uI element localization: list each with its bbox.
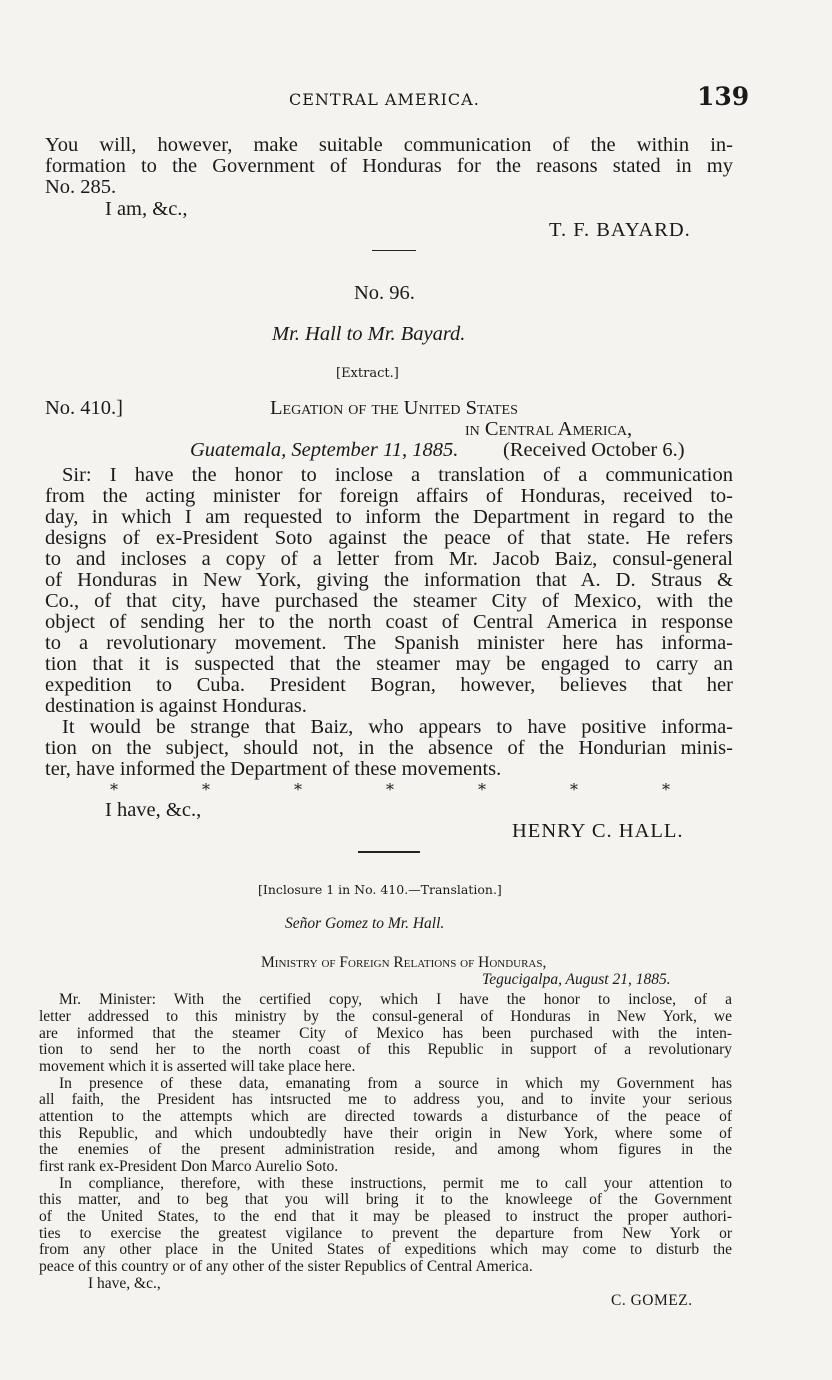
intro-closing: I am, &c., — [105, 198, 188, 220]
intro-signature: T. F. BAYARD. — [549, 219, 691, 241]
inclosure-line-2: letter addressed to this ministry by the consul-general of Honduras in New York, we — [39, 1008, 732, 1025]
ellipsis-stars — [110, 780, 670, 799]
intro-line-1: You will, however, make suitable communication of the within in- — [45, 134, 733, 156]
inclosure-line-8: attention to the attempts which are directed towards a disturbance of the peace of — [39, 1108, 732, 1125]
body-line-7: Co., of that city, have purchased the steamer City of Mexico, with the — [45, 590, 733, 612]
body-line-13: It would be strange that Baiz, who appears to have positive informa- — [62, 716, 733, 738]
intro-line-2: formation to the Government of Honduras for the reasons stated in my — [45, 155, 733, 177]
star: * — [478, 780, 486, 799]
body-line-2: from the acting minister for foreign affairs of Honduras, received to- — [45, 485, 733, 507]
inclosure-line-7: all faith, the President has intsructed me to address you, and to invite your serious — [39, 1091, 732, 1108]
body-line-1: Sir: I have the honor to inclose a translation of a communication — [62, 464, 733, 486]
inclosure-note: [Inclosure 1 in No. 410.—Translation.] — [258, 882, 502, 897]
inclosure-line-5: movement which it is asserted will take place here. — [39, 1058, 356, 1075]
received-date: (Received October 6.) — [503, 439, 685, 461]
inclosure-line-4: tion to send her to the north coast of this Republic in support of a revolutionary — [39, 1041, 732, 1058]
inclosure-place-date: Tegucigalpa, August 21, 1885. — [482, 971, 671, 988]
body-line-6: of Honduras in New York, giving the information that A. D. Straus & — [45, 569, 733, 591]
inclosure-line-1: Mr. Minister: With the certified copy, which I have the honor to inclose, of a — [59, 991, 732, 1008]
inclosure-line-6: In presence of these data, emanating from a source in which my Government has — [59, 1075, 732, 1092]
inclosure-line-9: this Republic, and which undoubtedly have their origin in New York, where some of — [39, 1125, 732, 1142]
star: * — [110, 780, 118, 799]
star: * — [570, 780, 578, 799]
page-number: 139 — [697, 82, 750, 111]
body-line-14: tion on the subject, should not, in the absence of the Hondurian minis- — [45, 737, 733, 759]
ministry-line: Ministry of Foreign Relations of Honduras, — [261, 954, 547, 971]
running-head: CENTRAL AMERICA. — [289, 90, 480, 109]
body-line-11: expedition to Cuba. President Bogran, however, believes that her — [45, 674, 733, 696]
inclosure-line-3: are informed that the steamer City of Mexico has been purchased with the inten- — [39, 1025, 732, 1042]
inclosure-signature: C. GOMEZ. — [611, 1292, 693, 1309]
star: * — [202, 780, 210, 799]
star: * — [386, 780, 394, 799]
inclosure-line-12: In compliance, therefore, with these instructions, permit me to call your attention to — [59, 1175, 732, 1192]
intro-line-3: No. 285. — [45, 176, 117, 198]
inclosure-line-16: from any other place in the United States of expeditions which may come to disturb the — [39, 1241, 732, 1258]
separator-rule — [358, 851, 420, 853]
body-line-9: to a revolutionary movement. The Spanish minister here has informa- — [45, 632, 733, 654]
body-line-3: day, in which I am requested to inform the Department in regard to the — [45, 506, 733, 528]
inclosure-line-14: of the United States, to the end that it may be pleased to instruct the proper authori- — [39, 1208, 732, 1225]
body-line-4: designs of ex-President Soto against the peace of that state. He refers — [45, 527, 733, 549]
separator-rule — [372, 250, 416, 251]
page-header — [0, 82, 832, 116]
body-line-8: object of sending her to the north coast of Central America in response — [45, 611, 733, 633]
inclosure-closing: I have, &c., — [88, 1275, 161, 1292]
star: * — [662, 780, 670, 799]
body-line-5: to and incloses a copy of a letter from Mr. Jacob Baiz, consul-general — [45, 548, 733, 570]
body-line-12: destination is against Honduras. — [45, 695, 307, 717]
body-line-15: ter, have informed the Department of these movements. — [45, 758, 502, 780]
inclosure-line-17: peace of this country or of any other of the sister Republics of Central America. — [39, 1258, 533, 1275]
doc96-closing: I have, &c., — [105, 799, 202, 821]
inclosure-heading: Señor Gomez to Mr. Hall. — [285, 915, 445, 932]
document-heading: Mr. Hall to Mr. Bayard. — [272, 323, 466, 345]
place-date: Guatemala, September 11, 1885. — [190, 439, 459, 461]
inclosure-line-10: the enemies of the present administration reside, and among whom figures in the — [39, 1141, 732, 1158]
inclosure-line-13: this matter, and to beg that you will bring it to the knowleege of the Government — [39, 1191, 732, 1208]
body-line-10: tion that it is suspected that the steamer may be engaged to carry an — [45, 653, 733, 675]
doc96-signature: HENRY C. HALL. — [512, 820, 684, 842]
dispatch-number: No. 410.] — [45, 397, 124, 419]
legation-line-2: in Central America, — [465, 418, 633, 440]
inclosure-line-15: ties to exercise the greatest vigilance to prevent the departure from New York or — [39, 1225, 732, 1242]
inclosure-line-11: first rank ex-President Don Marco Aurelio Soto. — [39, 1158, 339, 1175]
extract-note: [Extract.] — [336, 366, 399, 381]
legation-line-1: Legation of the United States — [270, 397, 518, 419]
document-number: No. 96. — [354, 282, 415, 304]
star: * — [294, 780, 302, 799]
